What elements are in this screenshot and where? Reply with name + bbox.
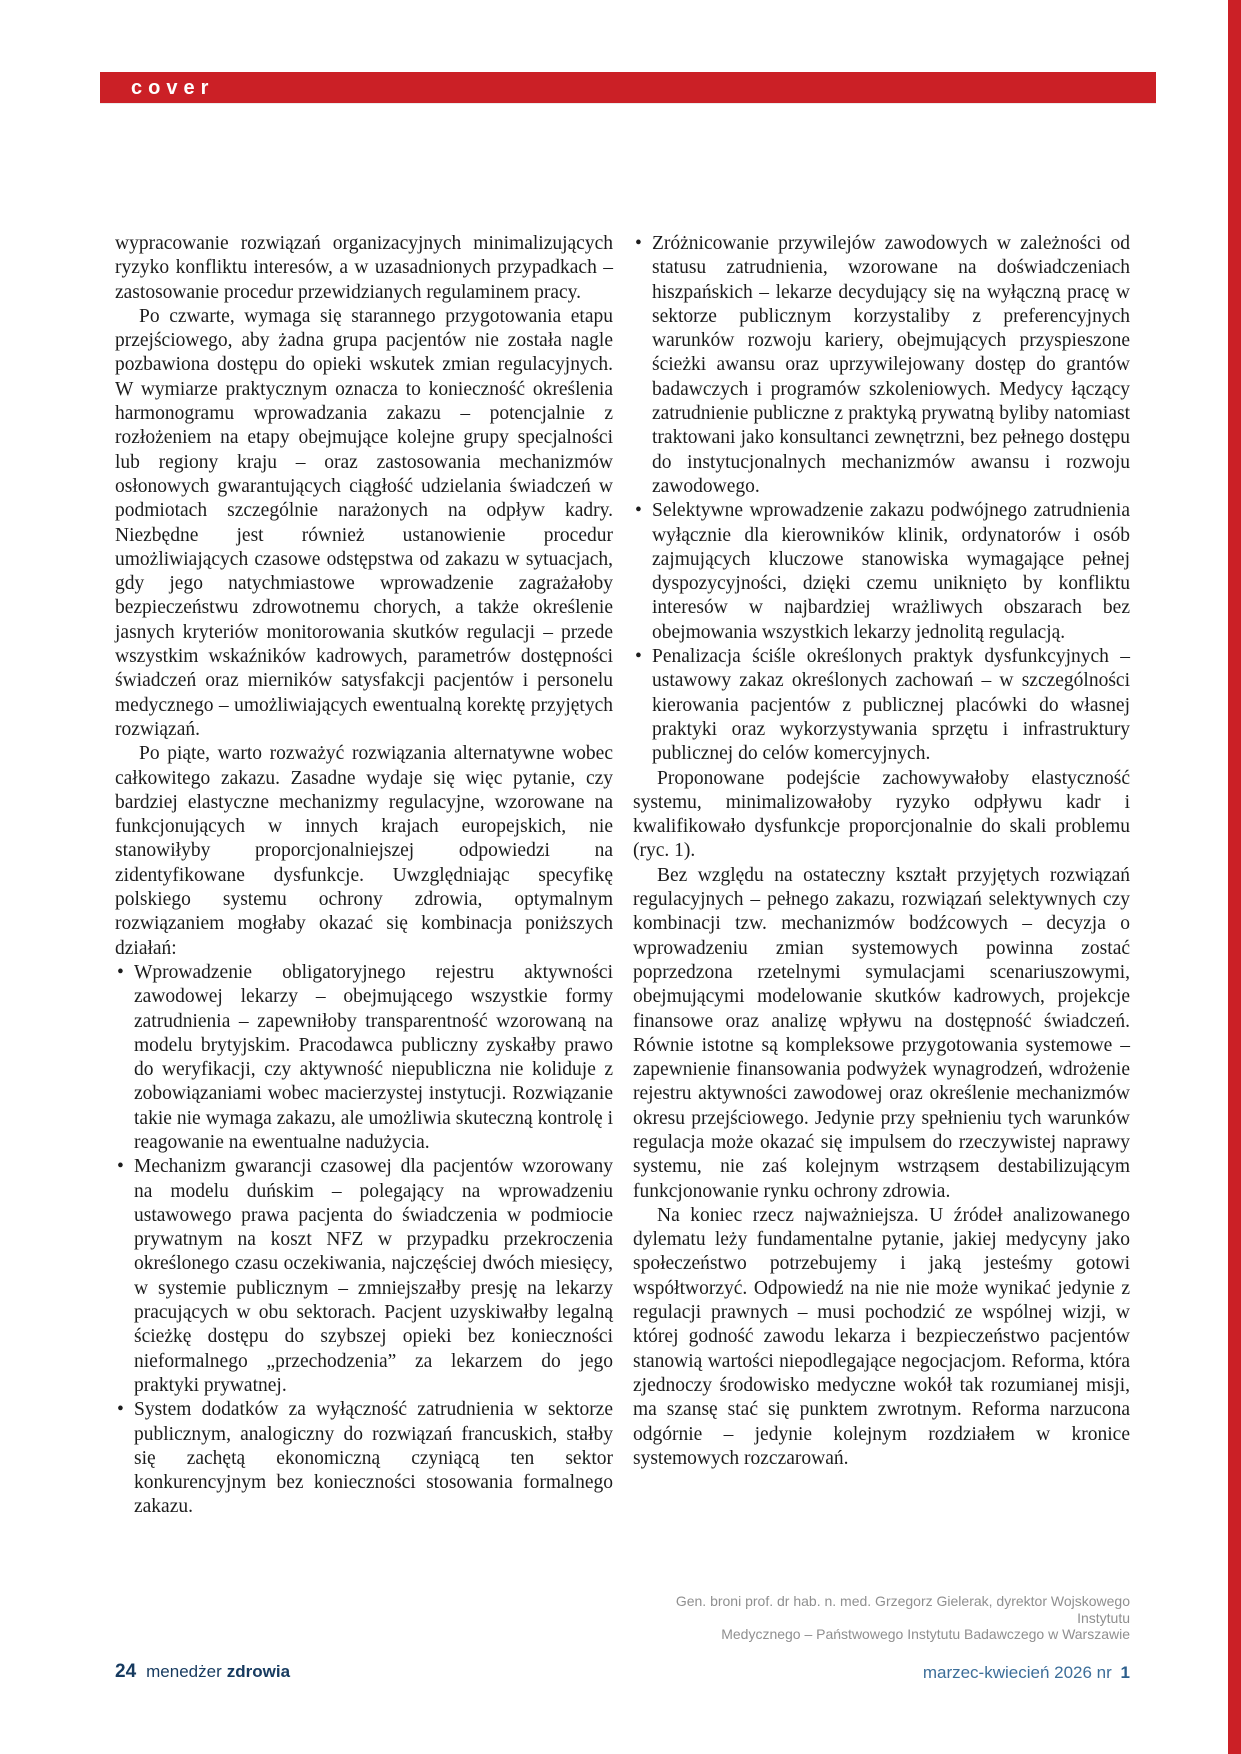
paragraph: Proponowane podejście zachowywałoby elastyczność systemu, minimalizowałoby ryzyko odpływu kadr i kwalifikowało dysfunkcje proporcjonalnie do skali problemu (ryc. 1). — [633, 767, 1130, 862]
bullet-text: Selektywne wprowadzenie zakazu podwójnego zatrudnienia wyłącznie dla kierowników klinik, ordynatorów i osób zajmujących kluczowe stanowiska wymagające pełnej dyspozycyjności, dzięki czemu uniknięto by konfliktu interesów w najbardziej wrażliwych obszarach bez obejmowania wszystkich lekarzy jednolitą regulacją. — [652, 500, 1130, 643]
paragraph: Po czwarte, wymaga się starannego przygotowania etapu przejściowego, aby żadna grupa pacjentów nie została nagle pozbawiona dostępu do opieki wskutek zmian regulacyjnych. W wymiarze praktycznym oznacza to konieczność określenia harmonogramu wprowadzania zakazu – potencjalnie z rozłożeniem na etapy obejmujące kolejne grupy specjalności lub regiony kraju – oraz zastosowania mechanizmów osłonowych gwarantujących ciągłość udzielania świadczeń w podmiotach szczególnie narażonych na odpływ kadry. Niezbędne jest również ustanowienie procedur umożliwiających czasowe odstępstwa od zakazu w sytuacjach, gdy jego natychmiastowe wprowadzenie zagrażałoby bezpieczeństwu zdrowotnemu chorych, a także określenie jasnych kryteriów monitorowania skutków regulacji – przede wszystkim wskaźników kadrowych, parametrów dostępności świadczeń oraz mierników satysfakcji pacjentów i personelu medycznego – umożliwiających ewentualną korektę przyjętych rozwiązań. — [115, 305, 613, 740]
bullet-text: Wprowadzenie obligatoryjnego rejestru aktywności zawodowej lekarzy – obejmującego wszystkie formy zatrudnienia – zapewniłoby transparentność wzorowaną na modelu brytyjskim. Pracodawca publiczny zyskałby prawo do weryfikacji, czy aktywność niepubliczna nie koliduje z zobowiązaniami wobec macierzystej instytucji. Rozwiązanie takie nie wymaga zakazu, ale umożliwia skuteczną kontrolę i reagowanie na ewentualne nadużycia. — [134, 961, 613, 1153]
bullet-marker: • — [635, 233, 642, 254]
magazine-name-bold: zdrowia — [226, 1662, 291, 1681]
author-credit-line-1: Gen. broni prof. dr hab. n. med. Grzegorz Gielerak, dyrektor Wojskowego Instytutu — [675, 1593, 1130, 1626]
footer-issue-info — [923, 1663, 1130, 1683]
bullet-text: System dodatków za wyłączność zatrudnienia w sektorze publicznym, analogiczny do rozwiązań francuskich, stałby się zachętą ekonomiczną czyniącą ten sektor konkurencyjnym bez konieczności stosowania formalnego zakazu. — [134, 1399, 613, 1518]
author-credit — [650, 1593, 1130, 1643]
footer-left — [115, 1661, 290, 1685]
bullet-text: Mechanizm gwarancji czasowej dla pacjentów wzorowany na modelu duńskim – polegający na wprowadzeniu ustawowego prawa pacjenta do świadczenia w podmiocie prywatnym na koszt NFZ w przypadku przekroczenia określonego czasu oczekiwania, najczęściej dwóch miesięcy, w systemie publicznym – zmniejszałby presję na lekarzy pracujących w obu sektorach. Pacjent uzyskiwałby legalną ścieżkę dostępu do szybszej opieki bez konieczności nieformalnego „przechodzenia” za lekarzem do jego praktyki prywatnej. — [134, 1156, 613, 1396]
bullet-item — [115, 1398, 613, 1519]
bullet-item — [115, 1155, 613, 1398]
paragraph: Po piąte, warto rozważyć rozwiązania alternatywne wobec całkowitego zakazu. Zasadne wydaje się więc pytanie, czy bardziej elastyczne mechanizmy regulacyjne, wzorowane na funkcjonujących w innych krajach europejskich, nie stanowiłyby proporcjonalniejszej odpowiedzi na zidentyfikowane dysfunkcje. Uwzględniając specyfikę polskiego systemu ochrony zdrowia, optymalnym rozwiązaniem mogłaby okazać się kombinacja poniższych działań: — [115, 743, 613, 959]
bullet-item — [633, 232, 1130, 499]
bullet-marker: • — [117, 1399, 124, 1421]
paragraph: wypracowanie rozwiązań organizacyjnych minimalizujących ryzyko konfliktu interesów, a w uzasadnionych przypadkach – zastosowanie procedur przewidzianych regulaminem pracy. — [115, 233, 613, 303]
bullet-marker: • — [117, 1156, 124, 1178]
page-edge-accent-stripe — [1228, 0, 1241, 1754]
bullet-marker: • — [635, 500, 642, 522]
bullet-marker: • — [117, 961, 124, 983]
paragraph: Na koniec rzecz najważniejsza. U źródeł analizowanego dylematu leży fundamentalne pytanie, jakiej medycyny jako społeczeństwo potrzebujemy i jaką jesteśmy gotowi współtworzyć. Odpowiedź na nie nie może wynikać jedynie z regulacji prawnych – musi pochodzić ze wspólnej wizji, w której godność zawodu lekarza i bezpieczeństwo pacjentów stanowią wartości niepodlegające negocjacjom. Reforma, która zjednoczy środowisko medyczne wokół tak rozumianej misji, ma szansę stać się punktem zwrotnym. Reforma narzucona odgórnie – jedynie kolejnym rozdziałem w kronice systemowych rozczarowań. — [633, 1204, 1130, 1469]
section-header-bar — [100, 72, 1156, 103]
bullet-text: Penalizacja ściśle określonych praktyk dysfunkcyjnych – ustawowy zakaz określonych zachowań – w szczególności kierowania pacjentów z publicznej placówki do własnej praktyki oraz wykorzystywania sprzętu i infrastruktury publicznej do celów komercyjnych. — [652, 646, 1130, 765]
right-text-column — [633, 232, 1130, 1471]
issue-text: marzec-kwiecień 2026 nr — [922, 1663, 1112, 1682]
issue-number: 1 — [1120, 1663, 1130, 1682]
bullet-item — [115, 961, 613, 1155]
bullet-item — [633, 499, 1130, 645]
bullet-item — [633, 645, 1130, 766]
section-label: cover — [131, 76, 215, 99]
paragraph: Bez względu na ostateczny kształt przyjętych rozwiązań regulacyjnych – pełnego zakazu, rozwiązań selektywnych czy kombinacji tzw. mechanizmów bodźcowych – decyzja o wprowadzeniu zmian systemowych powinna zostać poprzedzona rzetelnymi symulacjami scenariuszowymi, obejmującymi modelowanie skutków kadrowych, projekcje finansowe oraz analizę wpływu na dostępność świadczeń. Równie istotne są kompleksowe przygotowania systemowe – zapewnienie finansowania podwyżek wynagrodzeń, wdrożenie rejestru aktywności zawodowej oraz określenie mechanizmów okresu przejściowego. Jedynie przy spełnieniu tych warunków regulacja może okazać się impulsem do rzeczywistej naprawy systemu, nie zaś kolejnym wstrząsem destabilizującym funkcjonowanie rynku ochrony zdrowia. — [633, 864, 1130, 1202]
page-number: 24 — [115, 1661, 137, 1682]
bullet-text: Zróżnicowanie przywilejów zawodowych w zależności od statusu zatrudnienia, wzorowane na doświadczeniach hiszpańskich – lekarze decydujący się na wyłączną pracę w sektorze publicznym korzystaliby z preferencyjnych warunków rozwoju kariery, obejmujących przyspieszone ścieżki awansu oraz uprzywilejowany dostęp do grantów badawczych i programów szkoleniowych. Medycy łączący zatrudnienie publiczne z praktyką prywatną byliby natomiast traktowani jako konsultanci zewnętrzni, bez pełnego dostępu do instytucjonalnych mechanizmów awansu i rozwoju zawodowego. — [652, 233, 1130, 497]
magazine-name: menedżer — [146, 1662, 222, 1681]
left-text-column — [115, 232, 613, 1520]
bullet-marker: • — [635, 646, 642, 668]
author-credit-line-2: Medycznego – Państwowego Instytutu Badawczego w Warszawie — [721, 1626, 1130, 1642]
